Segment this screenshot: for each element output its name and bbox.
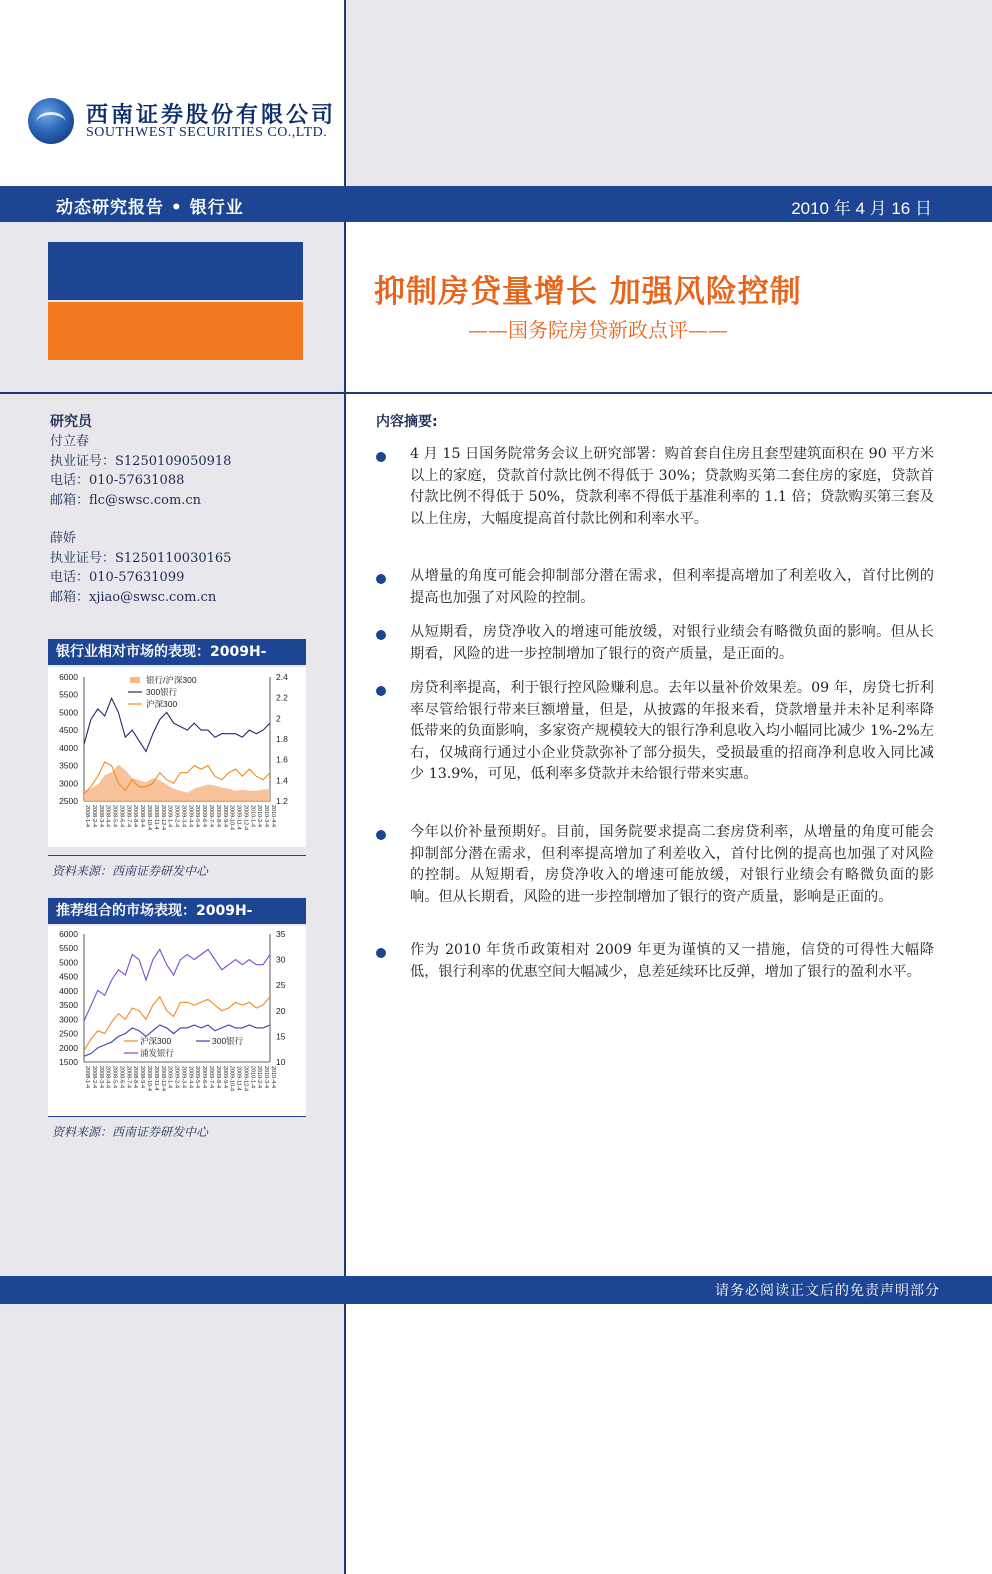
y-tick-label-left: 6000: [59, 672, 78, 682]
legend-label: 浦发银行: [140, 1048, 175, 1058]
report-subtitle: ——国务院房贷新政点评——: [468, 318, 728, 342]
x-tick-label: 2009-8-4: [214, 805, 221, 828]
x-tick-label: 2009-9-4: [221, 1066, 228, 1089]
x-tick-label: 2009-11-4: [235, 1066, 242, 1091]
x-tick-label: 2008-7-4: [125, 805, 132, 828]
x-tick-label: 2009-10-4: [228, 1066, 235, 1092]
analyst-name: 付立春: [50, 434, 90, 449]
analyst-2: [50, 529, 231, 607]
x-tick-label: 2008-12-4: [159, 1066, 166, 1092]
x-tick-label: 2009-9-4: [221, 805, 228, 828]
y-tick-label-left: 6000: [59, 929, 78, 939]
bullet-icon: [376, 630, 386, 640]
x-tick-label: 2009-6-4: [201, 805, 208, 828]
x-tick-label: 2008-9-4: [139, 1066, 146, 1089]
x-tick-label: 2008-12-4: [159, 805, 166, 831]
analyst-email[interactable]: 邮箱：flc@swsc.com.cn: [50, 492, 202, 508]
y-tick-label-right: 20: [276, 1005, 286, 1016]
analyst-license: 执业证号：S1250109050918: [50, 453, 232, 469]
vertical-divider: [344, 0, 346, 1574]
x-tick-label: 2009-2-4: [173, 1066, 180, 1089]
y-tick-label-right: 1.8: [276, 734, 288, 744]
chart-1: [48, 667, 306, 847]
y-tick-label-left: 3500: [59, 760, 78, 771]
y-tick-label-right: 1.6: [276, 754, 288, 765]
chart-1-source: 资料来源：西南证券研发中心: [52, 864, 209, 878]
x-tick-label: 2010-1-4: [249, 1066, 256, 1089]
x-tick-label: 2009-3-4: [180, 805, 187, 828]
analyst-heading: 研究员: [50, 414, 92, 430]
y-tick-label-right: 2.4: [276, 672, 288, 682]
x-tick-label: 2008-11-4: [152, 805, 159, 830]
x-tick-label: 2008-5-4: [111, 805, 118, 828]
y-tick-label-right: 1.4: [276, 775, 288, 786]
x-tick-label: 2008-1-4: [84, 805, 90, 828]
summary-paragraph: 从短期看，房贷净收入的增速可能放缓，对银行业绩会有略微负面的影响。但从长期看，风险的进一步控制增加了银行的资产质量，是正面的。: [410, 624, 934, 662]
company-logo-icon: [28, 98, 74, 144]
x-tick-label: 2010-2-4: [256, 1066, 263, 1089]
y-tick-label-left: 5500: [59, 689, 78, 700]
x-tick-label: 2010-4-4: [270, 805, 276, 828]
y-tick-label-right: 30: [276, 954, 286, 965]
x-tick-label: 2009-2-4: [173, 805, 180, 828]
decor-orange-block: [48, 302, 303, 360]
x-tick-label: 2009-5-4: [194, 1066, 201, 1089]
x-tick-label: 2009-11-4: [235, 805, 242, 830]
source-divider: [48, 1116, 306, 1117]
analyst-phone: 电话：010-57631088: [50, 473, 185, 488]
y-tick-label-left: 3000: [59, 778, 78, 789]
x-tick-label: 2008-4-4: [104, 1066, 111, 1089]
x-tick-label: 2008-2-4: [90, 1066, 97, 1089]
y-tick-label-left: 4000: [59, 742, 78, 753]
y-tick-label-left: 4500: [59, 725, 78, 736]
bullet-icon: [376, 574, 386, 584]
disclaimer-link[interactable]: 请务必阅读正文后的免责声明部分: [715, 1283, 940, 1299]
company-name-en: SOUTHWEST SECURITIES CO.,LTD.: [86, 125, 328, 140]
header-right-panel: [346, 0, 992, 186]
x-tick-label: 2008-3-4: [97, 1066, 104, 1089]
x-tick-label: 2009-10-4: [228, 805, 235, 831]
y-tick-label-right: 2.2: [276, 692, 288, 703]
y-tick-label-right: 10: [276, 1057, 286, 1067]
x-tick-label: 2008-10-4: [146, 1066, 152, 1092]
x-tick-label: 2008-8-4: [132, 805, 139, 828]
y-tick-label-right: 15: [276, 1031, 286, 1042]
y-tick-label-left: 5000: [59, 707, 78, 718]
analyst-email[interactable]: 邮箱：xjiao@swsc.com.cn: [50, 589, 217, 605]
legend-swatch: [130, 677, 140, 683]
chart-2-svg: [48, 926, 306, 1116]
legend-label: 银行/沪深300: [146, 675, 197, 685]
legend-label: 300银行: [212, 1036, 244, 1046]
x-tick-label: 2008-6-4: [118, 1066, 125, 1089]
y-tick-label-left: 4500: [59, 971, 78, 982]
x-tick-label: 2008-7-4: [125, 1066, 132, 1089]
x-tick-label: 2008-9-4: [139, 805, 146, 828]
y-tick-label-right: 25: [276, 980, 286, 991]
summary-paragraph: 4 月 15 日国务院常务会议上研究部署：购首套自住房且套型建筑面积在 90 平方米以上的家庭，贷款首付款比例不得低于 30%；贷款购买第二套住房的家庭，贷款首付款比例不得低于 50%，贷款利率不得低于基准利率的 1.1 倍；贷款购买第三套及以上住房，大幅度提高首付款比例和利率水平。: [410, 446, 934, 527]
x-tick-label: 2010-3-4: [263, 1066, 270, 1089]
report-title: 抑制房贷量增长 加强风险控制: [374, 274, 802, 310]
horizontal-divider: [0, 392, 992, 394]
x-tick-label: 2010-4-4: [270, 1066, 276, 1089]
summary-heading: 内容摘要:: [376, 414, 438, 430]
y-tick-label-left: 3000: [59, 1014, 78, 1025]
x-tick-label: 2010-2-4: [256, 805, 263, 828]
chart-2: [48, 926, 306, 1116]
report-type: 动态研究报告 • 银行业: [56, 198, 244, 218]
bullet-icon: [376, 948, 386, 958]
y-tick-label-left: 2500: [59, 1028, 78, 1039]
source-divider: [48, 855, 306, 856]
x-tick-label: 2009-12-4: [242, 805, 249, 831]
summary-paragraph: 房贷利率提高，利于银行控风险赚利息。去年以量补价效果差。09 年，房贷七折利率尽管给银行带来巨额增量，但是，从披露的年报来看，贷款增量并未补足利率降低带来的负面影响，多家资产规模较大的银行净利息收入均小幅同比减少 1%-2%左右，仅城商行通过小企业贷款弥补了部分损失，受损最重的招商净利息收入同比减少 13.9%，可见，低利率多贷款并未给银行带来实惠。: [410, 680, 934, 783]
x-tick-label: 2008-6-4: [118, 805, 125, 828]
x-tick-label: 2008-5-4: [111, 1066, 118, 1089]
x-tick-label: 2008-10-4: [146, 805, 152, 831]
x-tick-label: 2009-7-4: [208, 1066, 214, 1089]
x-tick-label: 2009-1-4: [166, 805, 173, 828]
y-tick-label-left: 3500: [59, 1000, 78, 1011]
legend-label: 沪深300: [146, 699, 178, 709]
legend-label: 300银行: [146, 687, 178, 697]
analyst-phone: 电话：010-57631099: [50, 570, 185, 585]
legend-label: 沪深300: [140, 1036, 172, 1046]
series-area: [84, 765, 270, 801]
x-tick-label: 2009-3-4: [180, 1066, 187, 1089]
y-tick-label-left: 5000: [59, 957, 78, 968]
chart-1-title: 银行业相对市场的表现：2009H-: [48, 639, 306, 665]
analyst-name: 薛娇: [50, 531, 77, 546]
x-tick-label: 2008-4-4: [104, 805, 111, 828]
x-tick-label: 2009-4-4: [187, 805, 194, 828]
x-tick-label: 2010-3-4: [263, 805, 270, 828]
x-tick-label: 2009-8-4: [214, 1066, 221, 1089]
x-tick-label: 2008-3-4: [97, 805, 104, 828]
summary-paragraph: 今年以价补量预期好。目前，国务院要求提高二套房贷利率，从增量的角度可能会抑制部分潜在需求，但利率提高增加了利差收入，首付比例的提高也加强了对风险的控制。从短期看，房贷净收入的增速可能放缓，对银行业绩会有略微负面的影响。但从长期看，风险的进一步控制增加了银行的资产质量，影响是正面的。: [410, 824, 934, 905]
x-tick-label: 2008-1-4: [84, 1066, 90, 1089]
x-tick-label: 2008-11-4: [152, 1066, 159, 1091]
y-tick-label-left: 4000: [59, 985, 78, 996]
x-tick-label: 2009-1-4: [166, 1066, 173, 1089]
chart-2-title: 推荐组合的市场表现：2009H-: [48, 898, 306, 924]
bullet-icon: [376, 830, 386, 840]
y-tick-label-left: 5500: [59, 943, 78, 954]
bullet-icon: [376, 452, 386, 462]
decor-blue-block: [48, 242, 303, 300]
x-tick-label: 2009-5-4: [194, 805, 201, 828]
summary-paragraph: 作为 2010 年货币政策相对 2009 年更为谨慎的又一措施，信贷的可得性大幅降低，银行利率的优惠空间大幅减少，息差延续环比反弹，增加了银行的盈利水平。: [410, 942, 934, 980]
x-tick-label: 2009-4-4: [187, 1066, 194, 1089]
x-tick-label: 2008-8-4: [132, 1066, 139, 1089]
company-name-cn: 西南证券股份有限公司: [86, 103, 337, 128]
chart-1-svg: [48, 667, 306, 847]
x-tick-label: 2009-12-4: [242, 1066, 249, 1092]
y-tick-label-right: 1.2: [276, 796, 288, 806]
y-tick-label-right: 35: [276, 929, 286, 939]
summary-paragraph: 从增量的角度可能会抑制部分潜在需求，但利率提高增加了利差收入，首付比例的提高也加强了对风险的控制。: [410, 568, 934, 606]
y-tick-label-left: 2000: [59, 1042, 78, 1053]
analyst-1: [50, 432, 231, 510]
bullet-icon: [376, 686, 386, 696]
x-tick-label: 2010-1-4: [249, 805, 256, 828]
chart-2-source: 资料来源：西南证券研发中心: [52, 1125, 209, 1139]
report-date: 2010 年 4 月 16 日: [791, 199, 932, 218]
x-tick-label: 2008-2-4: [90, 805, 97, 828]
x-tick-label: 2009-7-4: [208, 805, 214, 828]
analyst-license: 执业证号：S1250110030165: [50, 550, 232, 566]
y-tick-label-left: 2500: [59, 796, 78, 806]
y-tick-label-right: 2: [276, 713, 281, 724]
x-tick-label: 2009-6-4: [201, 1066, 208, 1089]
y-tick-label-left: 1500: [59, 1057, 78, 1067]
